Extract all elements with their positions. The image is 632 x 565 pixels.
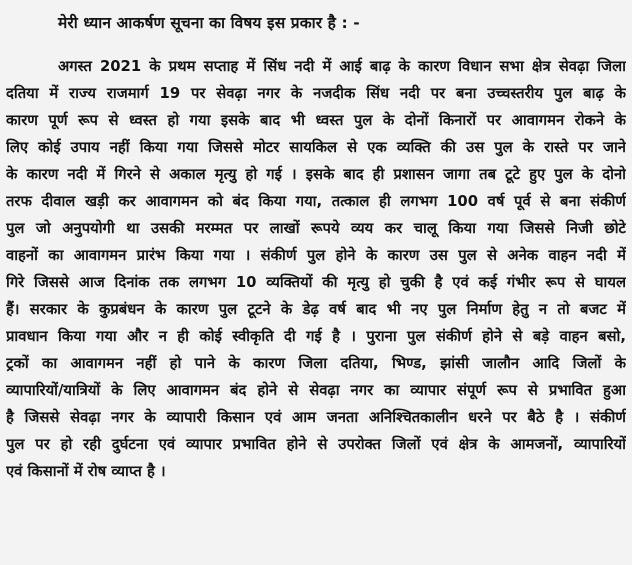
body-line: तरफ दीवाल खड़ी कर आवागमन को बंद किया गया, तत्काल ही लगभग 100 वर्ष पूर्व से बना संकीर्ण	[6, 193, 626, 210]
body-line: अगस्त 2021 के प्रथम सप्ताह में सिंध नदी में आई बाढ़ के कारण विधान सभा क्षेत्र सेवढ़ा जिला	[58, 58, 626, 75]
notice-subject-heading: मेरी ध्यान आकर्षण सूचना का विषय इस प्रकार है : -	[58, 14, 360, 32]
body-line: ट्रकों का आवागमन नहीं हो पाने के कारण जिला दतिया, भिण्ड, झांसी जालौन आदि जिलों के	[6, 355, 626, 372]
body-line: दतिया में राज्य राजमार्ग 19 पर सेवढ़ा नगर के नजदीक सिंध नदी पर बना उच्चस्तरीय पुल बाढ़ के	[6, 85, 626, 102]
body-line: है जिससे सेवढ़ा नगर के व्यापारी किसान एवं आम जनता अनिश्चितकालीन धरने पर बैठे है । संकीर्ण	[6, 409, 626, 426]
body-line: पुल जो अनुपयोगी था उसकी मरम्मत पर लाखों रूपये व्यय कर चालू किया गया जिससे निजी छोटे	[6, 220, 626, 237]
body-line: व्यापारियों/यात्रियों के लिए आवागमन बंद होने से सेवढ़ा नगर का व्यापार संपूर्ण रूप से प्रभावित हुआ	[6, 382, 626, 399]
body-line: गिरे जिससे आज दिनांक तक लगभग 10 व्यक्तियों की मृत्यु हो चुकी है एवं कई गंभीर रूप से घायल	[6, 274, 626, 291]
body-line: एवं किसानों में रोष व्याप्त है ।	[6, 463, 166, 480]
body-line: पुल पर हो रही दुर्घटना एवं व्यापार प्रभावित होने से उपरोक्त जिलों एवं क्षेत्र के आमजनों, व्यापारियों	[6, 436, 626, 453]
body-line: हैं। सरकार के कुप्रबंधन के कारण पुल टूटने के डेढ़ वर्ष बाद भी नए पुल निर्माण हेतु न तो बजट में	[6, 301, 626, 318]
body-line: कारण पूर्ण रूप से ध्वस्त हो गया इसके बाद भी ध्वस्त पुल के दोनों किनारों पर आवागमन रोकने के	[6, 112, 626, 129]
body-line: लिए कोई उपाय नहीं किया गया जिससे मोटर सायकिल से एक व्यक्ति की उस पुल के रास्ते पर जाने	[6, 139, 626, 156]
body-line: प्रावधान किया गया और न ही कोई स्वीकृति दी गई है । पुराना पुल संकीर्ण होने से बड़े वाहन बसो,	[6, 328, 626, 345]
body-line: के कारण नदी में गिरने से अकाल मृत्यु हो गई । इसके बाद ही प्रशासन जागा तब टूटे हुए पुल के दोनो	[6, 166, 626, 183]
body-line: वाहनों का आवागमन प्रारंभ किया गया । संकीर्ण पुल होने के कारण उस पुल से अनेक वाहन नदी में	[6, 247, 626, 264]
